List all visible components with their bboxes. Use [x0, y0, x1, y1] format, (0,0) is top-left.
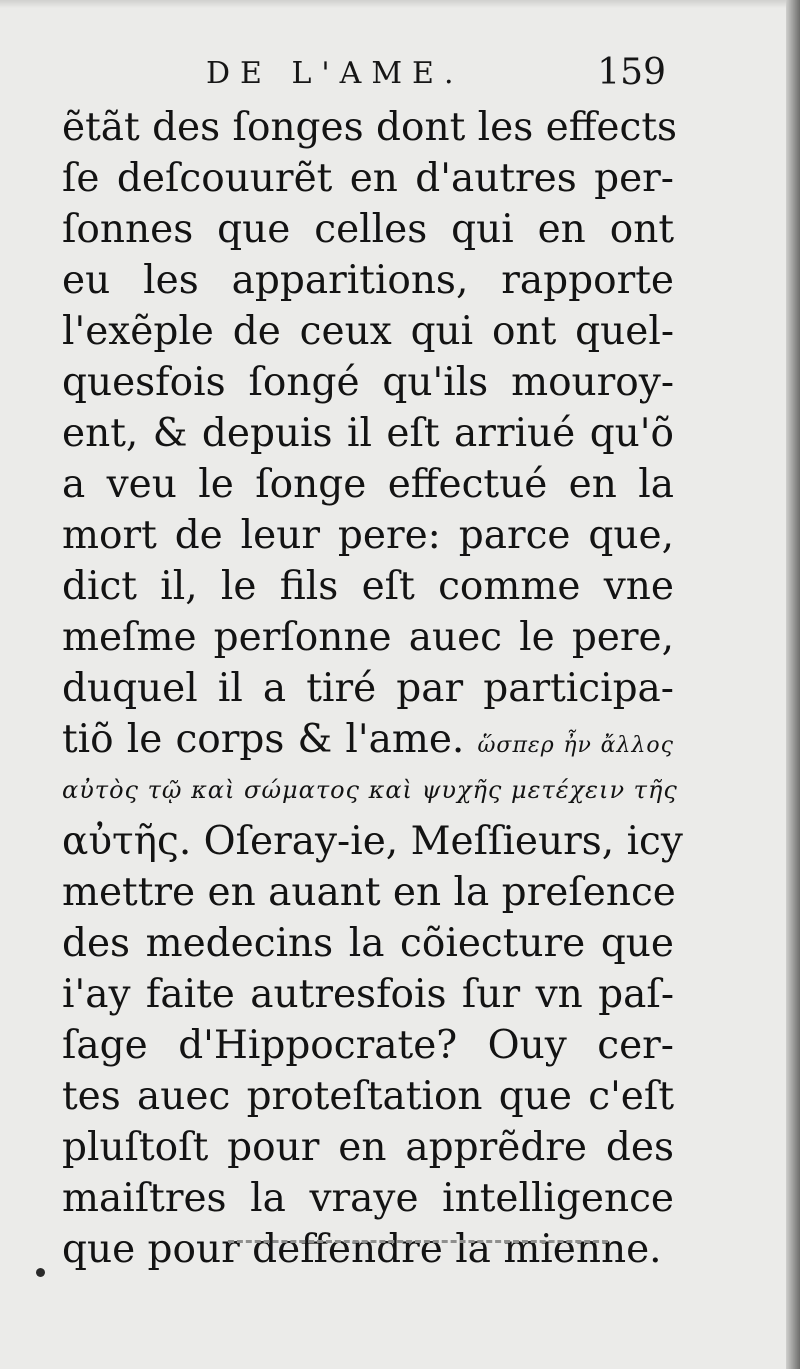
text-line: mort de leur pere: parce que,	[62, 513, 674, 558]
page-number: 159	[597, 52, 666, 93]
text-fragment: tiõ le corps & l'ame.	[62, 717, 465, 762]
text-line: a veu le ſonge effectué en la	[62, 462, 674, 507]
text-line: duquel il a tiré par participa-	[62, 666, 674, 711]
page-top-edge	[0, 0, 800, 8]
text-line: l'exẽple de ceux qui ont quel-	[62, 309, 674, 354]
text-line: pluſtoſt pour en apprẽdre des	[62, 1125, 674, 1170]
text-line: ent, & depuis il eſt arriué qu'õ	[62, 411, 674, 456]
text-line: ẽtãt des ſonges dont les effects	[62, 105, 678, 150]
text-line: que pour deffendre la mienne.	[62, 1227, 662, 1272]
text-line: i'ay faite autresfois ſur vn paſ-	[62, 972, 674, 1017]
ink-spot	[36, 1268, 45, 1277]
text-line: tes auec proteſtation que c'eſt	[62, 1074, 674, 1119]
text-line: dict il, le fils eſt comme vne	[62, 564, 674, 609]
page-header	[206, 52, 666, 106]
greek-line: αὐτὸς τῷ καὶ σώματος καὶ ψυχῆς μετέχειν τῆς	[62, 776, 678, 804]
text-line: αὐτῆς. Oſeray-ie, Meſſieurs, icy	[62, 819, 683, 864]
text-line: quesfois ſongé qu'ils mouroy-	[62, 360, 674, 405]
text-line: eu les apparitions, rapporte	[62, 258, 674, 303]
body-text	[62, 102, 683, 1275]
greek-quotation: ὥσπερ ἦν ἄλλος	[477, 733, 674, 758]
text-line: mettre en auant en la preſence	[62, 870, 676, 915]
footer-rule	[228, 1240, 608, 1243]
text-line: ſage d'Hippocrate? Ouy cer-	[62, 1023, 674, 1068]
text-line: ſonnes que celles qui en ont	[62, 207, 674, 252]
text-line: meſme perſonne auec le pere,	[62, 615, 674, 660]
text-line: des medecins la cõiecture que	[62, 921, 674, 966]
text-line: ſe deſcouurẽt en d'autres per-	[62, 156, 674, 201]
running-title: DE L'AME.	[206, 56, 464, 91]
text-line: maiſtres la vraye intelligence	[62, 1176, 674, 1221]
page-binding-shadow	[786, 0, 800, 1369]
text-line-with-greek	[62, 714, 674, 765]
